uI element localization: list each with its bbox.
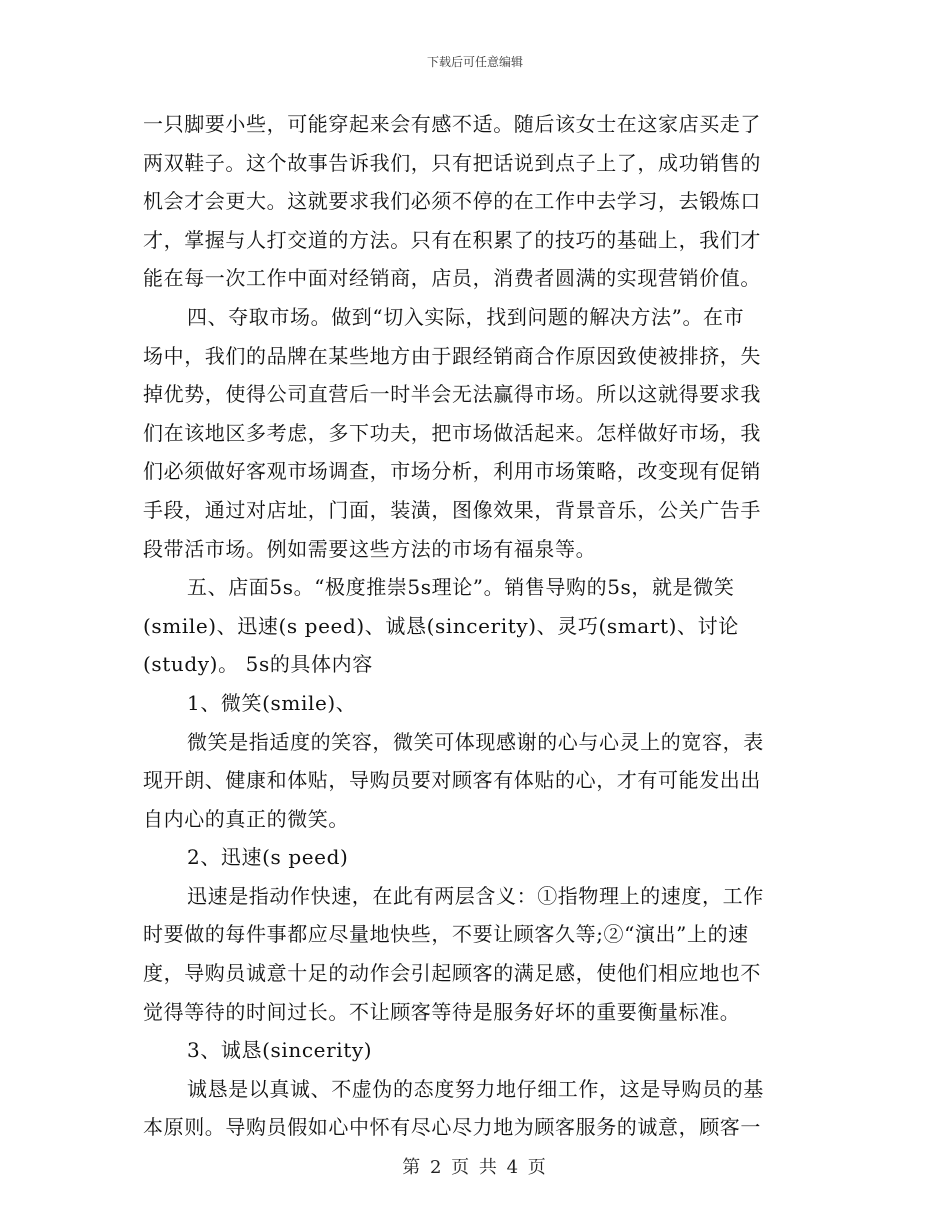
paragraph-line: 两双鞋子。这个故事告诉我们，只有把话说到点子上了，成功销售的 — [143, 150, 761, 175]
paragraph-line: 们在该地区多考虑，多下功夫，把市场做活起来。怎样做好市场，我 — [143, 420, 761, 445]
page-number-footer: 第 2 页 共 4 页 — [402, 1157, 548, 1178]
paragraph-line: 机会才会更大。这就要求我们必须不停的在工作中去学习，去锻炼口 — [143, 189, 761, 214]
paragraph-line: 场中，我们的品牌在某些地方由于跟经销商合作原因致使被排挤，失 — [143, 343, 761, 368]
paragraph-first-line: 1、微笑(smile)、 — [187, 690, 357, 715]
paragraph-line: 本原则。导购员假如心中怀有尽心尽力地为顾客服务的诚意，顾客一 — [143, 1115, 761, 1140]
page-header-note: 下载后可任意编辑 — [426, 55, 523, 69]
paragraph-first-line: 诚恳是以真诚、不虚伪的态度努力地仔细工作，这是导购员的基 — [187, 1076, 764, 1101]
paragraph-line: 们必须做好客观市场调查，市场分析，利用市场策略，改变现有促销 — [143, 459, 761, 484]
paragraph-line: (study)。 5s的具体内容 — [143, 652, 373, 677]
paragraph-line: 手段，通过对店址，门面，装潢，图像效果，背景音乐，公关广告手 — [143, 497, 761, 522]
paragraph-first-line: 四、夺取市场。做到“切入实际，找到问题的解决方法”。在市 — [187, 304, 745, 329]
paragraph-line: 掉优势，使得公司直营后一时半会无法赢得市场。所以这就得要求我 — [143, 382, 761, 407]
document-body — [143, 105, 808, 1147]
paragraph-line: 段带活市场。例如需要这些方法的市场有福泉等。 — [143, 536, 597, 561]
paragraph-line: 能在每一次工作中面对经销商，店员，消费者圆满的实现营销价值。 — [143, 266, 761, 291]
paragraph-first-line: 迅速是指动作快速，在此有两层含义：①指物理上的速度，工作 — [187, 883, 764, 908]
paragraph-line: 才，掌握与人打交道的方法。只有在积累了的技巧的基础上，我们才 — [143, 227, 761, 252]
paragraph-line: 自内心的真正的微笑。 — [143, 806, 349, 831]
paragraph-line: 时要做的每件事都应尽量地快些，不要让顾客久等;②“演出”上的速 — [143, 922, 749, 947]
paragraph-first-line: 3、诚恳(sincerity) — [187, 1038, 373, 1063]
paragraph-first-line: 微笑是指适度的笑容，微笑可体现感谢的心与心灵上的宽容，表 — [187, 729, 764, 754]
paragraph-line: 现开朗、健康和体贴，导购员要对顾客有体贴的心，才有可能发出出 — [143, 768, 761, 793]
paragraph-line: 一只脚要小些，可能穿起来会有感不适。随后该女士在这家店买走了 — [143, 112, 761, 136]
paragraph-first-line: 五、店面5s。“极度推崇5s理论”。销售导购的5s，就是微笑 — [187, 575, 735, 600]
paragraph-first-line: 2、迅速(s peed) — [187, 845, 349, 870]
paragraph-line: (smile)、迅速(s peed)、诚恳(sincerity)、灵巧(smart)、讨论 — [143, 613, 739, 638]
paragraph-line: 度，导购员诚意十足的动作会引起顾客的满足感，使他们相应地也不 — [143, 961, 761, 986]
paragraph-line: 觉得等待的时间过长。不让顾客等待是服务好坏的重要衡量标准。 — [143, 999, 741, 1024]
